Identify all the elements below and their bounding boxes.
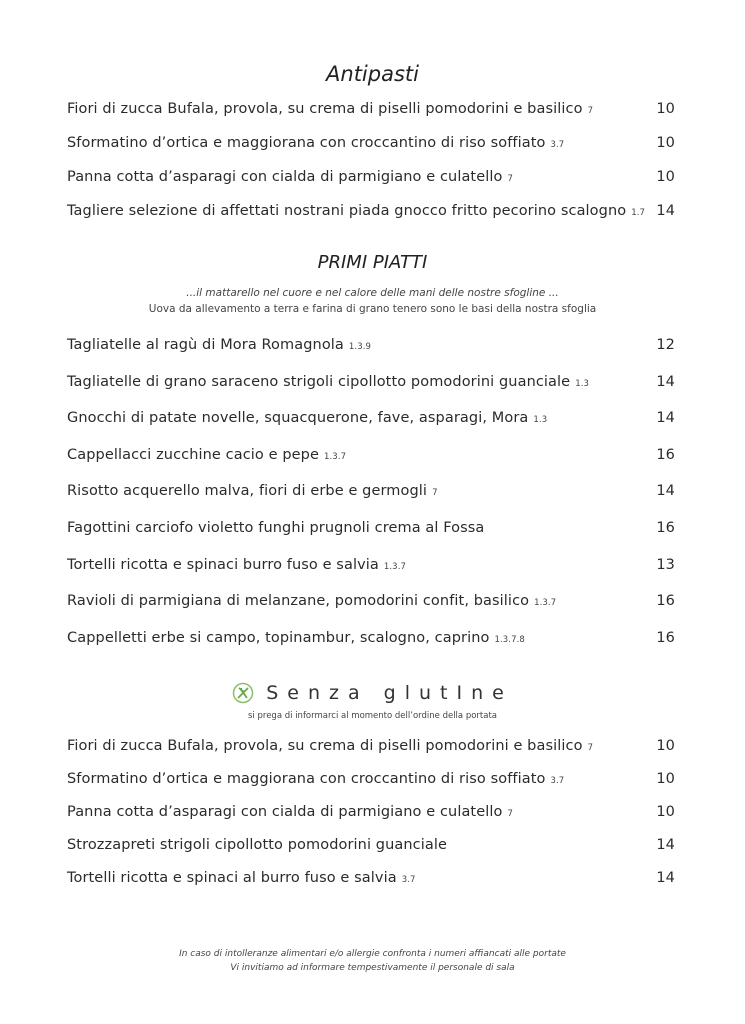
menu-item-price: 10 — [656, 169, 675, 185]
menu-item-price: 16 — [656, 629, 675, 646]
allergen-codes: 7 — [507, 174, 513, 184]
allergen-codes: 7 — [587, 106, 594, 116]
dish-name: Tortelli ricotta e spinaci al burro fuso e salvia — [67, 870, 397, 886]
allergen-codes: 1.3.7.8 — [494, 634, 525, 645]
primi-list — [67, 337, 675, 666]
menu-item-price: 14 — [656, 373, 675, 390]
menu-item-name — [67, 771, 564, 787]
allergen-codes: 1.3.7 — [534, 598, 557, 609]
allergen-codes: 1.3.9 — [348, 342, 372, 352]
menu-item — [67, 837, 675, 870]
menu-item-name — [67, 593, 556, 609]
menu-item-name — [67, 410, 547, 426]
menu-item — [67, 557, 675, 594]
menu-item — [67, 771, 675, 804]
allergen-codes: 3.7 — [550, 776, 565, 786]
menu-item-price: 16 — [656, 519, 675, 536]
menu-item — [67, 374, 675, 411]
menu-item-name — [67, 557, 406, 573]
allergen-codes: 1.3 — [533, 415, 548, 426]
menu-item — [67, 169, 675, 203]
menu-item-name — [67, 135, 564, 151]
menu-item-price: 13 — [656, 556, 675, 573]
menu-item — [67, 630, 675, 667]
primi-subtitle-1: ...il mattarello nel cuore e nel calore delle mani delle nostre sfogline ... — [186, 287, 559, 299]
footer-line-2: Vi invitiamo ad informare tempestivamente il personale di sala — [230, 963, 515, 973]
menu-item — [67, 520, 675, 557]
menu-item-name — [67, 630, 525, 646]
menu-item-name — [67, 169, 513, 185]
dish-name: Strozzapreti strigoli cipollotto pomodorini guanciale — [67, 837, 447, 853]
menu-item — [67, 410, 675, 447]
senza-glutine-header — [0, 682, 745, 704]
gluten-free-icon — [232, 682, 254, 704]
dish-name: Risotto acquerello malva, fiori di erbe e germogli — [67, 483, 428, 500]
footer-line-1: In caso di intolleranze alimentari e/o allergie confronta i numeri affiancati alle portate — [179, 949, 566, 959]
menu-item-price: 14 — [656, 410, 675, 427]
menu-item-name — [67, 870, 416, 886]
allergen-codes: 7 — [507, 809, 513, 819]
menu-item-name — [67, 738, 593, 754]
menu-item-price: 16 — [656, 593, 675, 610]
menu-item — [67, 135, 675, 169]
allergen-codes: 7 — [587, 743, 594, 753]
dish-name: Tagliere selezione di affettati nostrani piada gnocco fritto pecorino scalogno — [67, 203, 627, 219]
menu-item — [67, 593, 675, 630]
menu-item-price: 10 — [656, 135, 675, 151]
menu-item-name — [67, 483, 438, 499]
dish-name: Panna cotta d’asparagi con cialda di parmigiano e culatello — [67, 169, 503, 185]
allergen-codes: 1.3 — [575, 378, 590, 389]
menu-item — [67, 483, 675, 520]
menu-item — [67, 203, 675, 237]
menu-item-name — [67, 837, 452, 853]
menu-item — [67, 101, 675, 135]
menu-item — [67, 337, 675, 374]
menu-item-price: 10 — [656, 804, 675, 820]
dish-name: Tagliatelle al ragù di Mora Romagnola — [67, 337, 344, 353]
dish-name: Ravioli di parmigiana di melanzane, pomodorini confit, basilico — [67, 593, 530, 610]
menu-item — [67, 804, 675, 837]
menu-item-price: 14 — [656, 837, 675, 853]
senza-glutine-title: Senza glutIne — [266, 682, 513, 704]
antipasti-list — [67, 101, 675, 237]
dish-name: Fiori di zucca Bufala, provola, su crema di piselli pomodorini e basilico — [67, 101, 583, 117]
menu-item-name — [67, 804, 513, 820]
menu-item — [67, 447, 675, 484]
menu-item-price: 10 — [656, 101, 675, 117]
antipasti-title: Antipasti — [326, 62, 419, 86]
dish-name: Tagliatelle di grano saraceno strigoli cipollotto pomodorini guanciale — [67, 373, 571, 390]
menu-item-name — [67, 203, 645, 219]
dish-name: Cappelletti erbe si campo, topinambur, scalogno, caprino — [67, 629, 490, 646]
menu-item-price: 14 — [656, 483, 675, 500]
menu-item-price: 10 — [656, 771, 675, 787]
menu-item-price: 12 — [656, 337, 675, 353]
menu-item-price: 16 — [656, 446, 675, 463]
menu-item-price: 10 — [656, 738, 675, 754]
allergen-codes: 3.7 — [401, 875, 416, 885]
dish-name: Cappellacci zucchine cacio e pepe — [67, 446, 319, 463]
dish-name: Fiori di zucca Bufala, provola, su crema di piselli pomodorini e basilico — [67, 738, 583, 754]
allergen-codes: 7 — [432, 488, 438, 499]
allergen-codes: 1.3.7 — [383, 561, 407, 572]
menu-item-price: 14 — [656, 870, 675, 886]
dish-name: Sformatino d’ortica e maggiorana con croccantino di riso soffiato — [67, 135, 546, 151]
dish-name: Fagottini carciofo violetto funghi prugnoli crema al Fossa — [67, 519, 485, 536]
dish-name: Gnocchi di patate novelle, squacquerone, fave, asparagi, Mora — [67, 410, 529, 427]
senza-glutine-list — [67, 738, 675, 903]
dish-name: Sformatino d’ortica e maggiorana con croccantino di riso soffiato — [67, 771, 546, 787]
allergen-codes: 1.7 — [631, 208, 646, 218]
senza-glutine-subtitle: si prega di informarci al momento dell’ordine della portata — [248, 711, 497, 721]
menu-item-name — [67, 520, 489, 536]
menu-item — [67, 738, 675, 771]
menu-item-name — [67, 101, 593, 117]
menu-item-name — [67, 374, 589, 390]
dish-name: Panna cotta d’asparagi con cialda di parmigiano e culatello — [67, 804, 503, 820]
allergen-codes: 1.3.7 — [323, 451, 347, 462]
menu-item-name — [67, 447, 346, 463]
menu-item-price: 14 — [656, 203, 676, 219]
primi-subtitle-2: Uova da allevamento a terra e farina di grano tenero sono le basi della nostra sfoglia — [148, 303, 597, 315]
menu-item — [67, 870, 675, 903]
primi-title: PRIMI PIATTI — [317, 252, 428, 273]
menu-item-name — [67, 337, 371, 353]
dish-name: Tortelli ricotta e spinaci burro fuso e salvia — [67, 556, 379, 573]
allergen-codes: 3.7 — [550, 140, 565, 150]
